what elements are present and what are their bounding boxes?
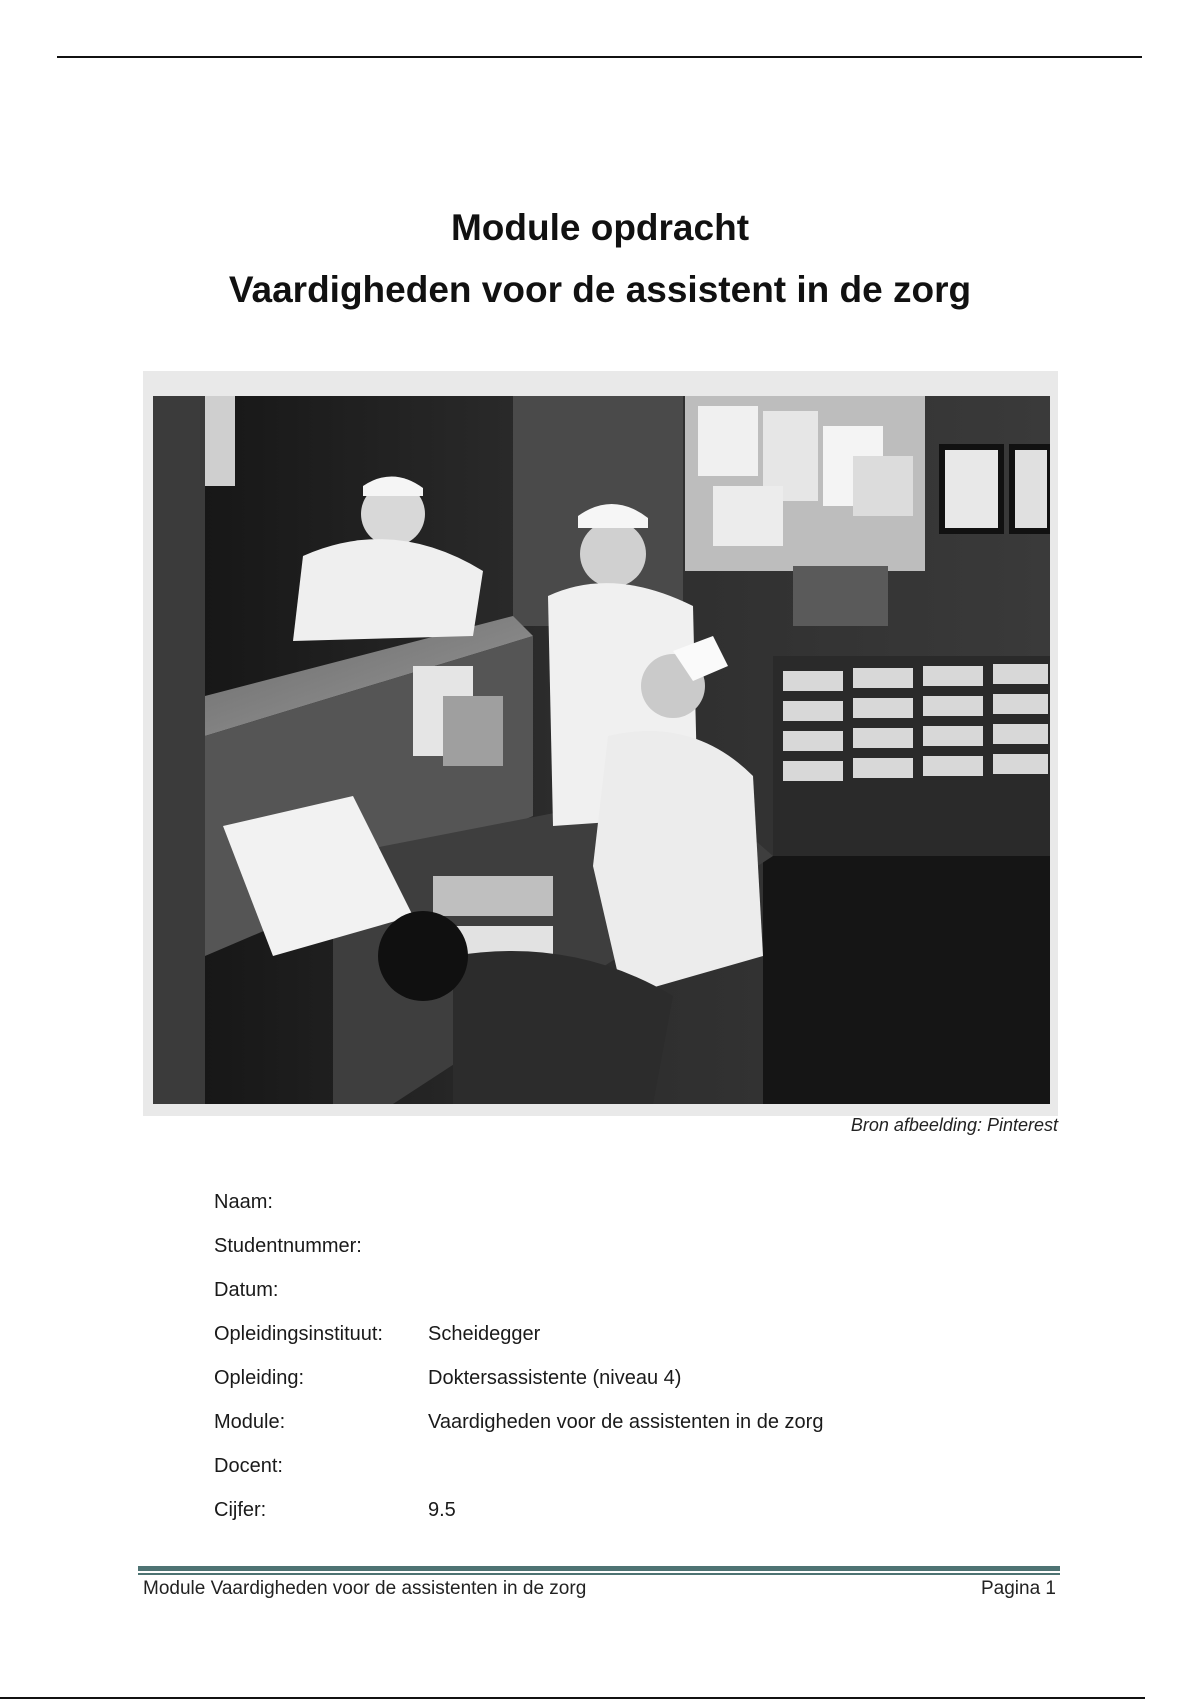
info-label: Studentnummer: <box>214 1234 362 1257</box>
page-subtitle: Vaardigheden voor de assistent in de zorg <box>228 269 972 310</box>
info-label: Opleidingsinstituut: <box>214 1322 383 1345</box>
info-row-module <box>214 1400 1014 1444</box>
info-value: 9.5 <box>428 1498 456 1521</box>
bottom-rule <box>0 1697 1145 1699</box>
image-caption: Bron afbeelding: Pinterest <box>850 1115 1058 1135</box>
top-rule <box>57 56 1142 58</box>
info-value: Scheidegger <box>428 1322 541 1345</box>
page-footer <box>143 1578 1056 1600</box>
nurses-photo <box>153 396 1050 1104</box>
info-row-datum <box>214 1268 1014 1312</box>
info-row-studentnummer <box>214 1224 1014 1268</box>
info-row-cijfer <box>214 1488 1014 1532</box>
info-row-docent <box>214 1444 1014 1488</box>
page-number: Pagina 1 <box>980 1578 1056 1599</box>
info-table <box>214 1180 1014 1532</box>
title-block <box>0 203 1200 315</box>
info-value: Doktersassistente (niveau 4) <box>428 1366 682 1389</box>
footer-rule-thin <box>138 1573 1060 1575</box>
info-value: Vaardigheden voor de assistenten in de zorg <box>428 1410 824 1433</box>
info-label: Module: <box>214 1410 286 1433</box>
info-label: Naam: <box>214 1190 273 1213</box>
nurses-photo-illustration <box>153 396 1050 1104</box>
photo-frame <box>143 371 1058 1116</box>
info-label: Datum: <box>214 1278 279 1301</box>
footer-rule <box>138 1566 1060 1571</box>
page-title: Module opdracht <box>450 207 750 248</box>
info-label: Cijfer: <box>214 1498 267 1521</box>
footer-module-title: Module Vaardigheden voor de assistenten in de zorg <box>143 1578 587 1599</box>
info-row-opleidingsinstituut <box>214 1312 1014 1356</box>
info-row-opleiding <box>214 1356 1014 1400</box>
info-label: Opleiding: <box>214 1366 305 1389</box>
info-row-naam <box>214 1180 1014 1224</box>
info-label: Docent: <box>214 1454 283 1477</box>
